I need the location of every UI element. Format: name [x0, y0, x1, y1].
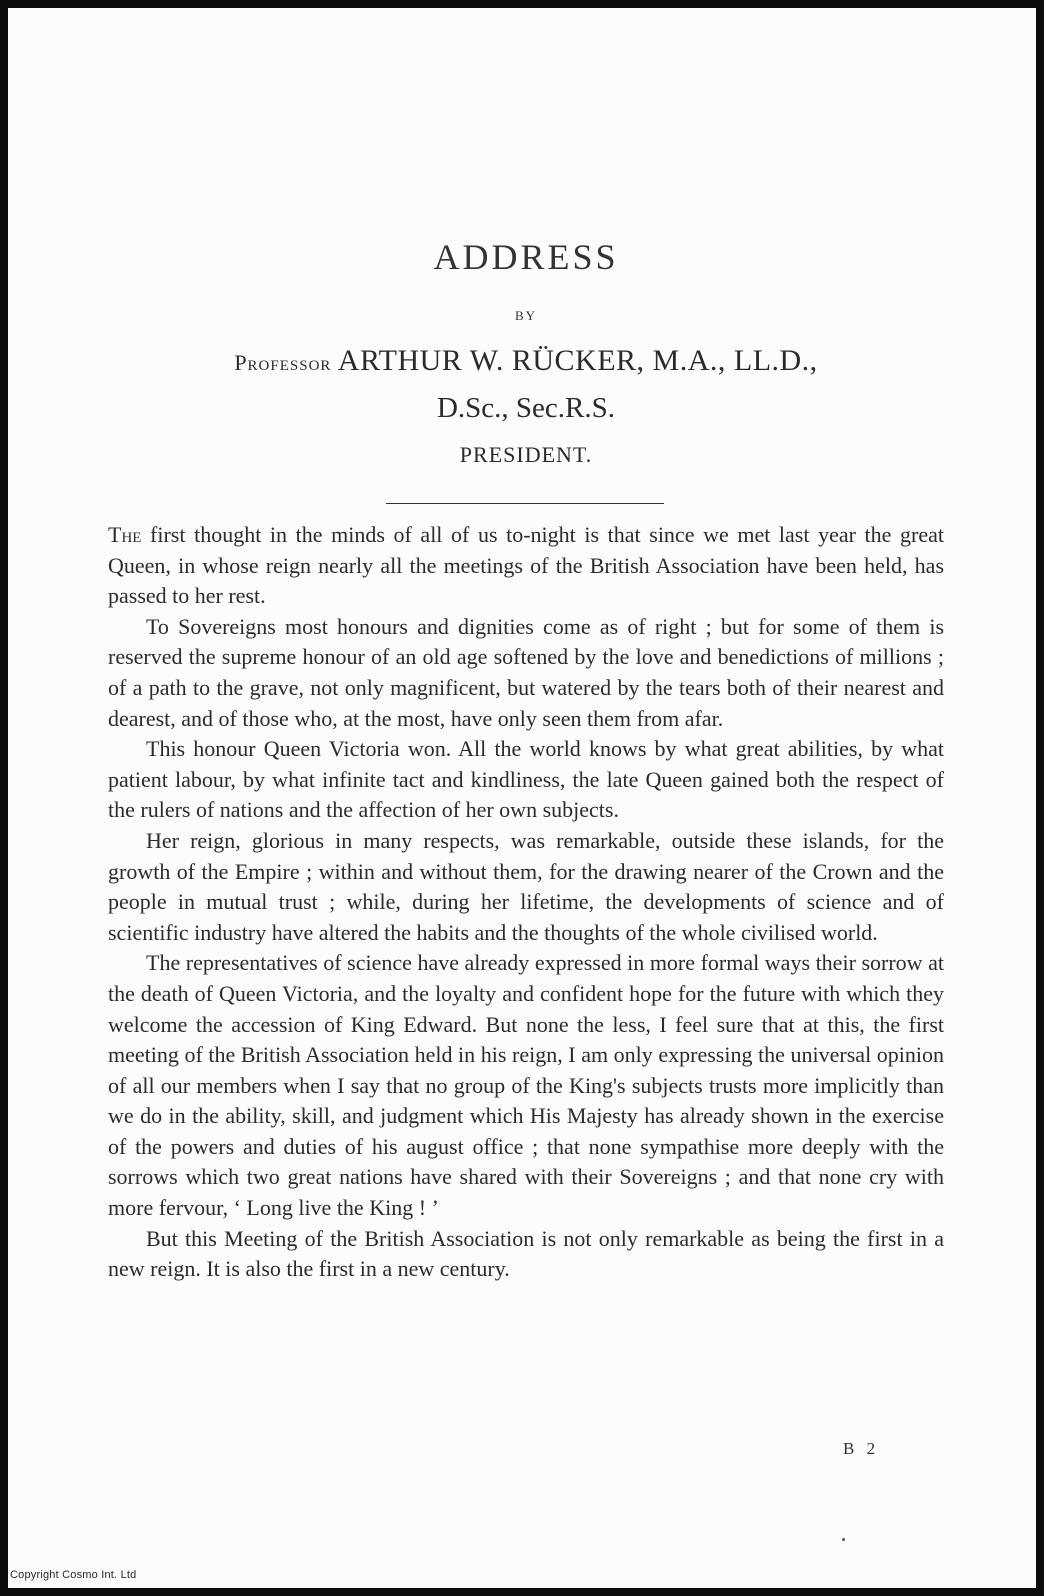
author-prefix: Professor	[234, 350, 332, 375]
paragraph: This honour Queen Victoria won. All the world knows by what great abilities, by what patient labour, by what infinite tact and kindliness, the late Queen gained both the respect of the rulers of nations and the affection of her own subjects.	[108, 736, 944, 823]
body-text	[108, 520, 944, 1285]
byline-by: BY	[514, 308, 538, 323]
copyright-watermark: Copyright Cosmo Int. Ltd	[10, 1569, 137, 1581]
page-title: ADDRESS	[433, 237, 619, 277]
author-role: PRESIDENT.	[459, 442, 593, 467]
paper-speck	[842, 1538, 845, 1541]
author-line	[108, 344, 944, 378]
page-folio: B 2	[843, 1439, 880, 1458]
paragraph: Her reign, glorious in many respects, was remarkable, outside these islands, for the growth of the Empire ; within and without them, for the drawing nearer of the Crown and the people in mutual trust ; while, during her lifetime, the developments of science and of scientific industry have altered the habits and the thoughts of the whole civilised world.	[108, 827, 944, 945]
paragraph	[108, 520, 944, 612]
author-degrees: D.Sc., Sec.R.S.	[436, 392, 616, 424]
paragraph: The representatives of science have already expressed in more formal ways their sorrow at the death of Queen Victoria, and the loyalty and confident hope for the future with which they welcome the accession of King Edward. But none the less, I feel sure that at this, the first meeting of the British Association held in his reign, I am only expressing the universal opinion of all our members when I say that no group of the King's subjects trusts more implicitly than we do in the ability, skill, and judgment which His Majesty has already shown in the exercise of the powers and duties of his august office ; that none sympathise more deeply with the sorrows which two great nations have shared with their Sovereigns ; and that none cry with more fervour, ‘ Long live the King ! ’	[108, 950, 944, 1221]
paragraph-text: first thought in the minds of all of us to-night is that since we met last year the great Queen, in whose reign nearly all the meetings of the British Association have been held, has passed to her rest.	[108, 522, 944, 609]
author-name: ARTHUR W. RÜCKER, M.A., LL.D.,	[337, 344, 818, 377]
section-divider	[386, 503, 664, 504]
paragraph: To Sovereigns most honours and dignities come as of right ; but for some of them is reserved the supreme honour of an old age softened by the love and benedictions of millions ; of a path to the grave, not only magnificent, but watered by the tears both of their nearest and dearest, and of those who, at the most, have only seen them from afar.	[108, 613, 944, 731]
first-word: The	[108, 522, 142, 547]
paragraph: But this Meeting of the British Association is not only remarkable as being the first in a new reign. It is also the first in a new century.	[108, 1225, 944, 1282]
